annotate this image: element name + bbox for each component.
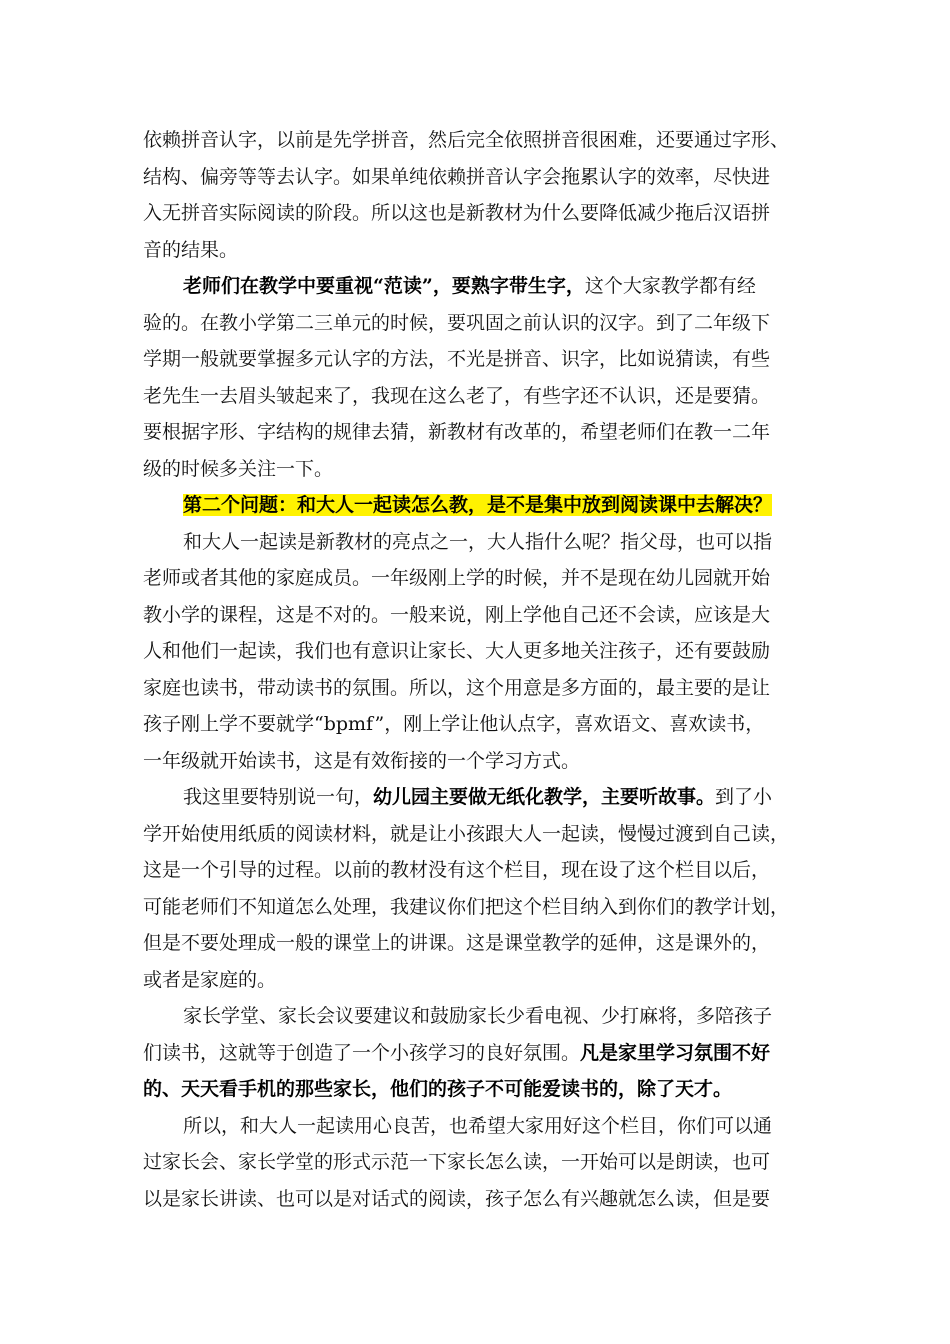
text-line: 人和他们一起读，我们也有意识让家长、大人更多地关注孩子，还有要鼓励 <box>143 640 771 662</box>
bold-emphasis: 老师们在教学中要重视“范读”，要熟字带生字， <box>183 275 585 297</box>
text-run: 到了小 <box>715 786 773 808</box>
document-body <box>143 122 815 1217</box>
section-heading <box>143 487 815 524</box>
text-line: 结构、偏旁等等去认字。如果单纯依赖拼音认字会拖累认字的效率，尽快进 <box>143 165 771 188</box>
text-line: 老师或者其他的家庭成员。一年级刚上学的时候，并不是现在幼儿园就开始 <box>143 567 771 589</box>
paragraph-3 <box>143 524 815 780</box>
text-line: 或者是家庭的。 <box>143 968 277 991</box>
text-line: 要根据字形、字结构的规律去猜，新教材有改革的，希望老师们在教一二年 <box>143 421 771 443</box>
text-run: 这个大家教学都有经 <box>584 275 756 297</box>
text-line <box>143 1035 815 1072</box>
text-run: 们读书，这就等于创造了一个小孩学习的良好氛围。 <box>143 1041 581 1064</box>
text-line: 这是一个引导的过程。以前的教材没有这个栏目，现在设了这个栏目以后， <box>143 859 771 881</box>
text-line: 以是家长讲读、也可以是对话式的阅读，孩子怎么有兴趣就怎么读，但是要 <box>143 1187 771 1210</box>
text-line: 但是不要处理成一般的课堂上的讲课。这是课堂教学的延伸，这是课外的， <box>143 932 771 954</box>
text-line: 教小学的课程，这是不对的。一般来说，刚上学他自己还不会读，应该是大 <box>143 603 771 626</box>
bold-emphasis: 凡是家里学习氛围不好 <box>580 1041 771 1064</box>
text-line <box>143 268 815 305</box>
text-line: 学期一般就要掌握多元认字的方法，不光是拼音、识字，比如说猜读，有些 <box>143 348 771 370</box>
text-line: 老先生一去眉头皱起来了，我现在这么老了，有些字还不认识，还是要猜。 <box>143 384 771 407</box>
bold-emphasis: 幼儿园主要做无纸化教学，主要听故事。 <box>373 786 716 808</box>
paragraph-4 <box>143 779 815 998</box>
text-line: 一年级就开始读书，这是有效衔接的一个学习方式。 <box>143 749 581 772</box>
paragraph-6 <box>143 1108 815 1218</box>
text-run: 我这里要特别说一句， <box>183 786 374 808</box>
text-line <box>143 1071 815 1108</box>
text-line: 过家长会、家长学堂的形式示范一下家长怎么读，一开始可以是朗读，也可 <box>143 1151 771 1173</box>
text-line: 音的结果。 <box>143 238 239 261</box>
text-line: 可能老师们不知道怎么处理，我建议你们把这个栏目纳入到你们的教学计划， <box>143 895 790 918</box>
highlighted-question: 第二个问题：和大人一起读怎么教，是不是集中放到阅读课中去解决？ <box>183 494 773 516</box>
text-line: 验的。在教小学第二三单元的时候，要巩固之前认识的汉字。到了二年级下 <box>143 311 771 334</box>
text-line: 家长学堂、家长会议要建议和鼓励家长少看电视、少打麻将，多陪孩子 <box>183 1005 773 1027</box>
paragraph-5 <box>143 998 815 1108</box>
paragraph-2 <box>143 268 815 487</box>
text-line: 入无拼音实际阅读的阶段。所以这也是新教材为什么要降低减少拖后汉语拼 <box>143 202 771 224</box>
text-line: 孩子刚上学不要就学“bpmf”，刚上学让他认点字，喜欢语文、喜欢读书， <box>143 713 765 735</box>
bold-emphasis: 的、天天看手机的那些家长，他们的孩子不可能爱读书的，除了天才。 <box>143 1078 733 1100</box>
text-line: 学开始使用纸质的阅读材料，就是让小孩跟大人一起读，慢慢过渡到自己读， <box>143 822 790 845</box>
text-line: 级的时候多关注一下。 <box>143 457 334 480</box>
paragraph-1 <box>143 122 815 268</box>
text-line: 家庭也读书，带动读书的氛围。所以，这个用意是多方面的，最主要的是让 <box>143 676 771 699</box>
text-line: 和大人一起读是新教材的亮点之一，大人指什么呢？指父母，也可以指 <box>183 530 773 553</box>
text-line: 所以，和大人一起读用心良苦，也希望大家用好这个栏目，你们可以通 <box>183 1114 773 1137</box>
text-line <box>143 779 815 816</box>
text-line: 依赖拼音认字，以前是先学拼音，然后完全依照拼音很困难，还要通过字形、 <box>143 129 790 151</box>
